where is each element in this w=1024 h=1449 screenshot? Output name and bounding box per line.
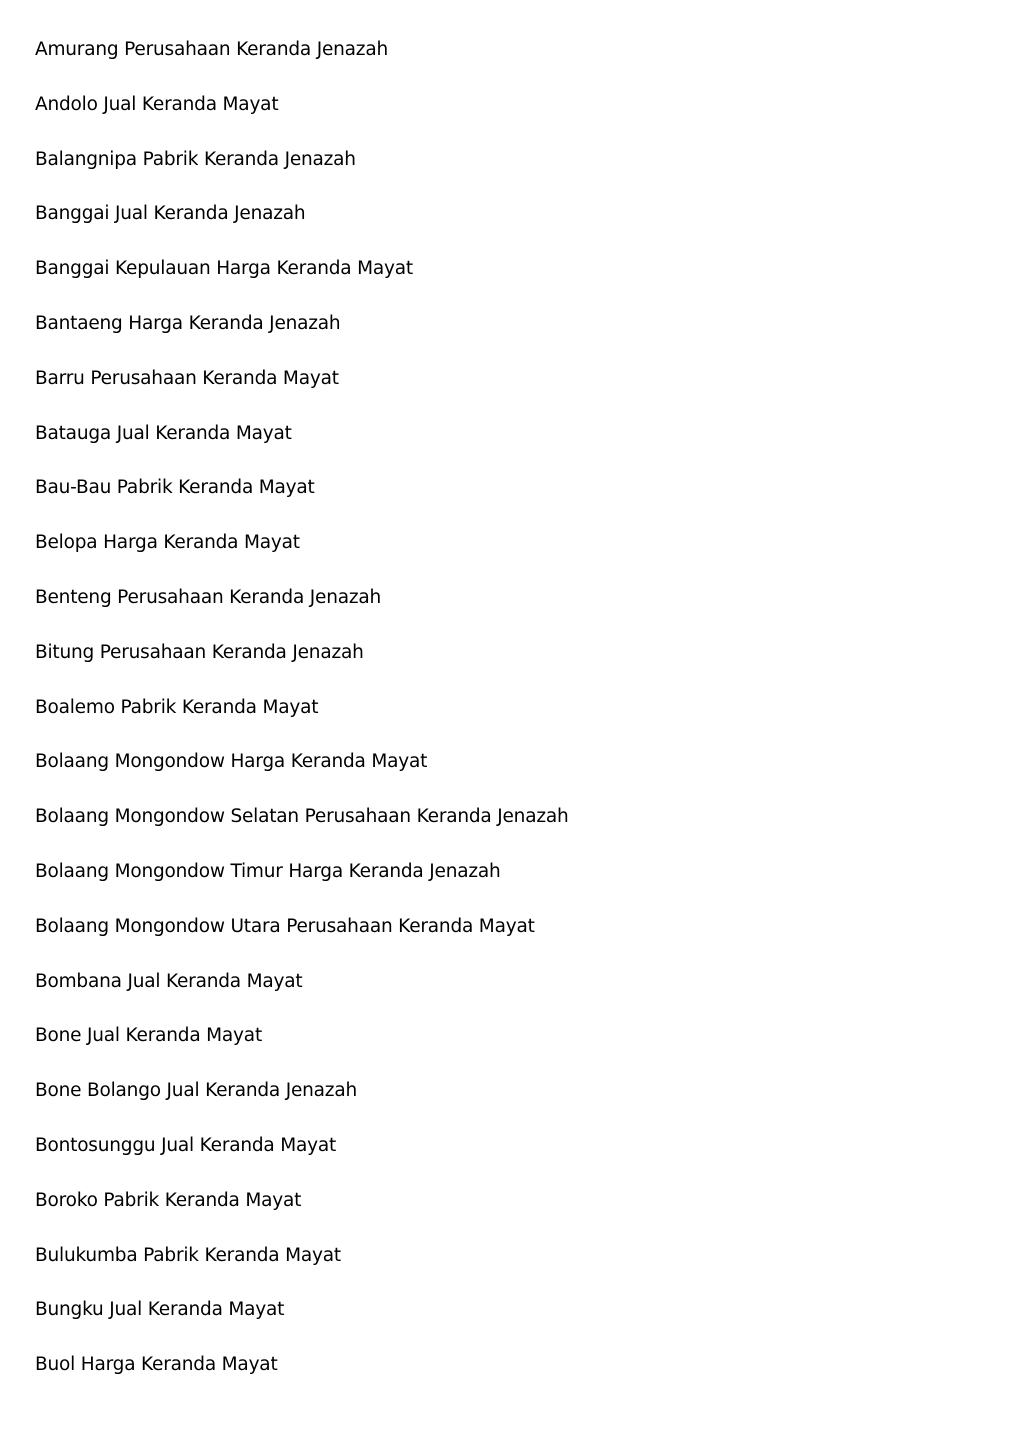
list-item: Bontosunggu Jual Keranda Mayat	[35, 1134, 337, 1156]
list-item: Balangnipa Pabrik Keranda Jenazah	[35, 148, 356, 170]
list-item: Bantaeng Harga Keranda Jenazah	[35, 312, 341, 334]
list-item: Andolo Jual Keranda Mayat	[35, 93, 279, 115]
list-item: Belopa Harga Keranda Mayat	[35, 532, 300, 554]
list-item: Bungku Jual Keranda Mayat	[35, 1299, 285, 1321]
list-item: Bau-Bau Pabrik Keranda Mayat	[35, 477, 315, 499]
list-item: Bombana Jual Keranda Mayat	[35, 970, 303, 992]
list-item: Barru Perusahaan Keranda Mayat	[35, 367, 339, 389]
list-item: Bolaang Mongondow Timur Harga Keranda Jenazah	[35, 860, 501, 882]
list-item: Bolaang Mongondow Harga Keranda Mayat	[35, 751, 428, 773]
list-item: Bolaang Mongondow Selatan Perusahaan Keranda Jenazah	[35, 806, 569, 828]
list-item: Bone Bolango Jual Keranda Jenazah	[35, 1080, 357, 1102]
list-item: Bone Jual Keranda Mayat	[35, 1025, 262, 1047]
list-item: Benteng Perusahaan Keranda Jenazah	[35, 586, 382, 608]
list-item: Amurang Perusahaan Keranda Jenazah	[35, 39, 388, 60]
list-item: Boalemo Pabrik Keranda Mayat	[35, 696, 319, 718]
list-item: Boroko Pabrik Keranda Mayat	[35, 1189, 302, 1211]
list-item: Bulukumba Pabrik Keranda Mayat	[35, 1244, 341, 1266]
list-item: Buol Harga Keranda Mayat	[35, 1354, 278, 1376]
list-item: Bitung Perusahaan Keranda Jenazah	[35, 641, 364, 663]
list-item: Bolaang Mongondow Utara Perusahaan Keranda Mayat	[35, 915, 535, 937]
list-item: Batauga Jual Keranda Mayat	[35, 422, 292, 444]
list-item: Banggai Kepulauan Harga Keranda Mayat	[35, 258, 413, 280]
location-list	[35, 36, 975, 1406]
list-item: Banggai Jual Keranda Jenazah	[35, 203, 306, 225]
